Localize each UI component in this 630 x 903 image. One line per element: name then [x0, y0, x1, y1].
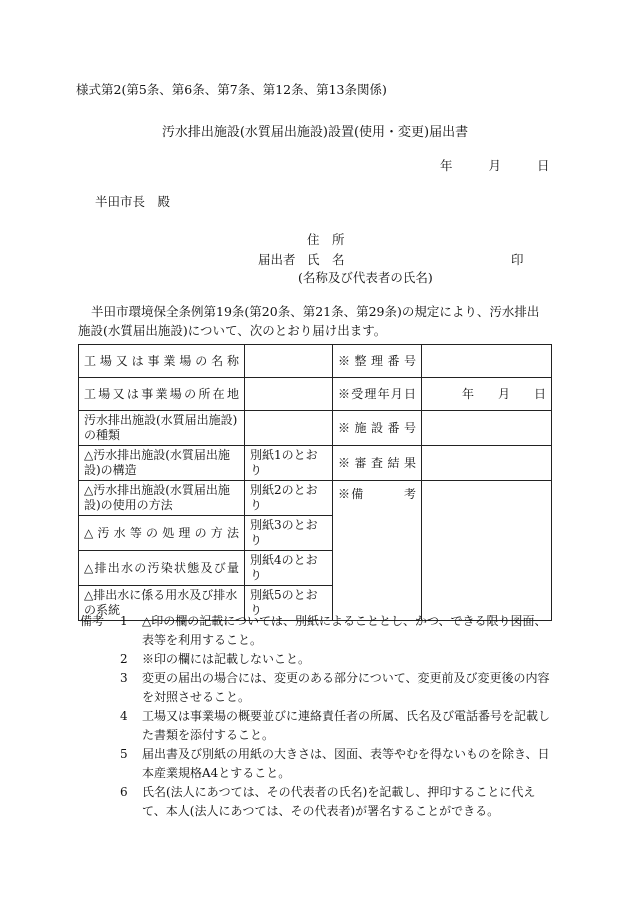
note-item: [80, 707, 550, 745]
note-number: 5: [120, 747, 128, 761]
document-title: 汚水排出施設(水質届出施設)設置(使用・変更)届出書: [161, 125, 469, 140]
row-label: △排出水の汚染状態及び量: [79, 551, 245, 586]
row-value[interactable]: [245, 378, 333, 411]
note-number: 3: [120, 671, 128, 685]
applicant-label: 届出者: [258, 252, 296, 267]
right-label: ※受理年月日: [333, 378, 422, 411]
row-label: △汚水排出施設(水質届出施設)の構造: [79, 446, 245, 481]
row-label: 工場又は事業場の名称: [79, 345, 245, 378]
note-number: 2: [120, 652, 128, 666]
right-label: ※整理番号: [333, 345, 422, 378]
note-text: 氏名(法人にあつては、その代表者の氏名)を記載し、押印することに代えて、本人(法人にあつては、その代表者)が署名することができる。: [142, 785, 536, 818]
right-label: ※審査結果: [333, 446, 422, 481]
row-label: 工場又は事業場の所在地: [79, 378, 245, 411]
row-value[interactable]: [245, 411, 333, 446]
note-text: ※印の欄には記載しないこと。: [142, 652, 311, 666]
row-value: 別紙5のとおり: [245, 586, 333, 621]
table-row: [79, 446, 552, 481]
addressee: 半田市長 殿: [95, 194, 171, 209]
table-row: [79, 378, 552, 411]
intro-paragraph: [78, 302, 550, 340]
table-row: [79, 345, 552, 378]
notes-lead: 備考: [80, 614, 105, 628]
note-number: 4: [120, 709, 128, 723]
date-month: 月: [488, 158, 501, 173]
remarks-label: ※備 考: [333, 481, 422, 621]
note-item: [80, 650, 550, 669]
note-item: [80, 783, 550, 821]
notes-section: [80, 612, 550, 821]
seal-mark: 印: [511, 252, 524, 267]
row-label: △汚水等の処理の方法: [79, 516, 245, 551]
note-item: [80, 745, 550, 783]
form-label: 様式第2(第5条、第6条、第7条、第12条、第13条関係): [76, 82, 387, 97]
row-label: △排出水に係る用水及び排水の系統: [79, 586, 245, 621]
date-day: 日: [536, 158, 550, 173]
address-label: 住 所: [307, 232, 345, 247]
row-value: 別紙4のとおり: [245, 551, 333, 586]
date-year: 年: [440, 158, 453, 173]
table-row: [79, 481, 552, 516]
row-label: 汚水排出施設(水質届出施設)の種類: [79, 411, 245, 446]
row-value: 別紙3のとおり: [245, 516, 333, 551]
row-value[interactable]: [245, 345, 333, 378]
note-text: 変更の届出の場合には、変更のある部分について、変更前及び変更後の内容を対照させること。: [142, 671, 550, 704]
note-number: 1: [120, 614, 128, 628]
right-value[interactable]: [422, 345, 552, 378]
note-text: △印の欄の記載については、別紙によることとし、かつ、できる限り図面、表等を利用すること。: [142, 614, 547, 647]
right-value[interactable]: [422, 446, 552, 481]
note-text: 届出書及び別紙の用紙の大きさは、図面、表等やむを得ないものを除き、日本産業規格A4とすること。: [142, 747, 550, 780]
note-number: 6: [120, 785, 128, 799]
row-value: 別紙1のとおり: [245, 446, 333, 481]
date-line: [440, 156, 549, 174]
note-text: 工場又は事業場の概要並びに連絡責任者の所属、氏名及び電話番号を記載した書類を添付すること。: [142, 709, 551, 742]
note-item: [80, 669, 550, 707]
note-item: [80, 612, 550, 650]
right-value[interactable]: 年 月 日: [422, 378, 552, 411]
remarks-value[interactable]: [422, 481, 552, 621]
intro-text: 半田市環境保全条例第19条(第20条、第21条、第29条)の規定により、汚水排出施設(水質届出施設)について、次のとおり届け出ます。: [78, 304, 540, 338]
application-table: [78, 344, 552, 621]
row-value: 別紙2のとおり: [245, 481, 333, 516]
row-label: △汚水排出施設(水質届出施設)の使用の方法: [79, 481, 245, 516]
right-value[interactable]: [422, 411, 552, 446]
table-row: [79, 411, 552, 446]
right-label: ※施設番号: [333, 411, 422, 446]
name-note: (名称及び代表者の氏名): [298, 270, 433, 285]
name-label: 氏 名: [307, 252, 345, 267]
